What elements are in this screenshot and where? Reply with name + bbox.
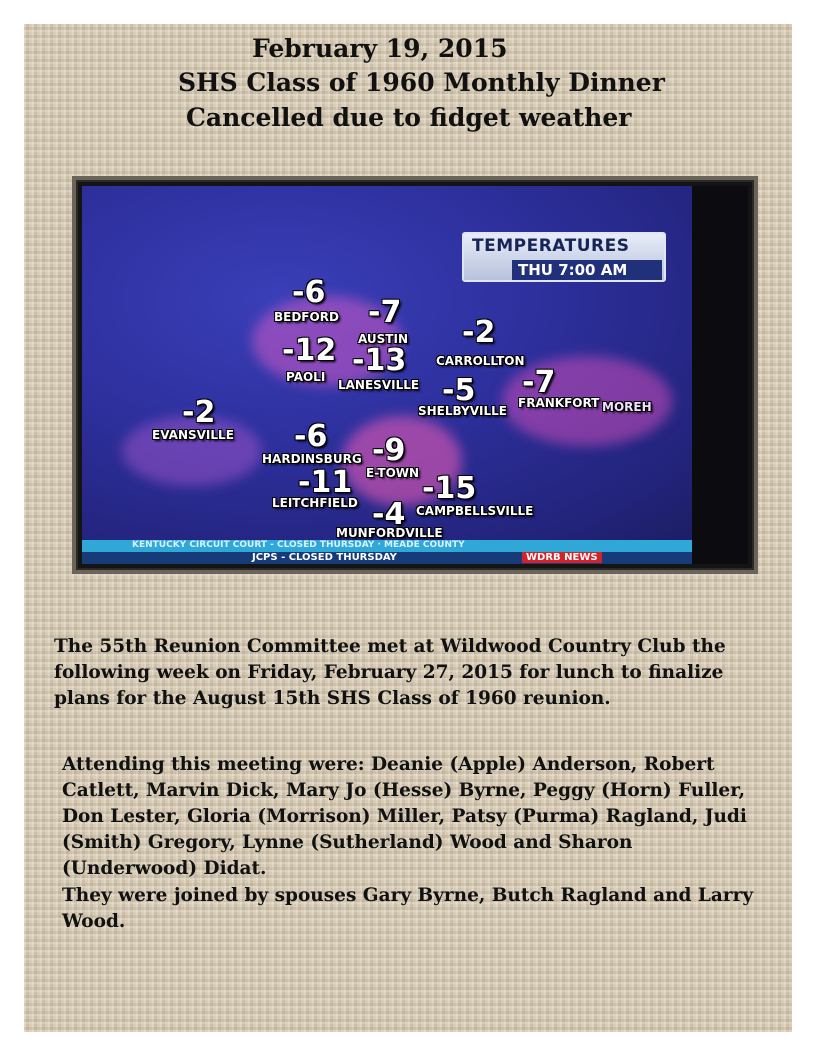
weather-map-photo <box>82 186 748 564</box>
temp-value: -7 <box>522 365 556 400</box>
temp-value: -13 <box>352 343 407 378</box>
temp-value: -5 <box>442 373 476 408</box>
header-status: Cancelled due to fidget weather <box>186 103 632 132</box>
city-label: E-TOWN <box>366 466 420 480</box>
temp-value: -7 <box>368 295 402 330</box>
temp-value: -9 <box>372 433 406 468</box>
temp-value: -2 <box>462 315 496 350</box>
temp-value: -2 <box>182 395 216 430</box>
city-label: LANESVILLE <box>338 378 420 392</box>
weather-photo-frame <box>72 176 758 574</box>
city-label: LEITCHFIELD <box>272 496 358 510</box>
temp-value: -6 <box>292 275 326 310</box>
ticker-bottom-text: JCPS - CLOSED THURSDAY <box>252 552 397 563</box>
screen-bezel <box>692 186 748 564</box>
temp-value: -6 <box>294 419 328 454</box>
temp-value: -4 <box>372 497 406 532</box>
ticker-top-text: KENTUCKY CIRCUIT COURT - CLOSED THURSDAY · MEADE COUNTY <box>132 540 465 550</box>
news-ticker <box>82 540 692 564</box>
reunion-committee-paragraph: The 55th Reunion Committee met at Wildwood Country Club the following week on Friday, February 27, 2015 for lunch to finalize plans for the August 15th SHS Class of 1960 reunion. <box>54 636 726 709</box>
temperatures-panel <box>462 232 666 282</box>
city-label: AUSTIN <box>358 332 408 346</box>
city-label: SHELBYVILLE <box>418 404 507 418</box>
city-label: HARDINSBURG <box>262 452 362 466</box>
city-label: CARROLLTON <box>436 354 525 368</box>
temperatures-time: THU 7:00 AM <box>512 260 662 280</box>
spouses-paragraph: They were joined by spouses Gary Byrne, Butch Ragland and Larry Wood. <box>62 885 754 932</box>
header-date: February 19, 2015 <box>252 34 508 63</box>
city-label: BEDFORD <box>274 310 339 324</box>
city-label: PAOLI <box>286 370 326 384</box>
station-brand: WDRB NEWS <box>522 552 602 563</box>
city-label: CAMPBELLSVILLE <box>416 504 534 518</box>
city-label: MUNFORDVILLE <box>336 526 443 540</box>
city-label: MOREH <box>602 400 652 414</box>
attendees-paragraph: Attending this meeting were: Deanie (Apple) Anderson, Robert Catlett, Marvin Dick, Mary Jo (Hesse) Byrne, Peggy (Horn) Fuller, Don Lester, Gloria (Morrison) Miller, Patsy (Purma) Ragland, Judi (Smith) Gregory, Lynne (Sutherland) Wood and Sharon (Underwood) Didat. <box>62 754 747 879</box>
temp-value: -11 <box>298 465 353 500</box>
city-label: EVANSVILLE <box>152 428 234 442</box>
temp-value: -12 <box>282 333 337 368</box>
header-event: SHS Class of 1960 Monthly Dinner <box>178 68 665 97</box>
temp-value: -15 <box>422 471 477 506</box>
city-label: FRANKFORT <box>518 396 600 410</box>
temperatures-title: TEMPERATURES <box>472 236 630 256</box>
